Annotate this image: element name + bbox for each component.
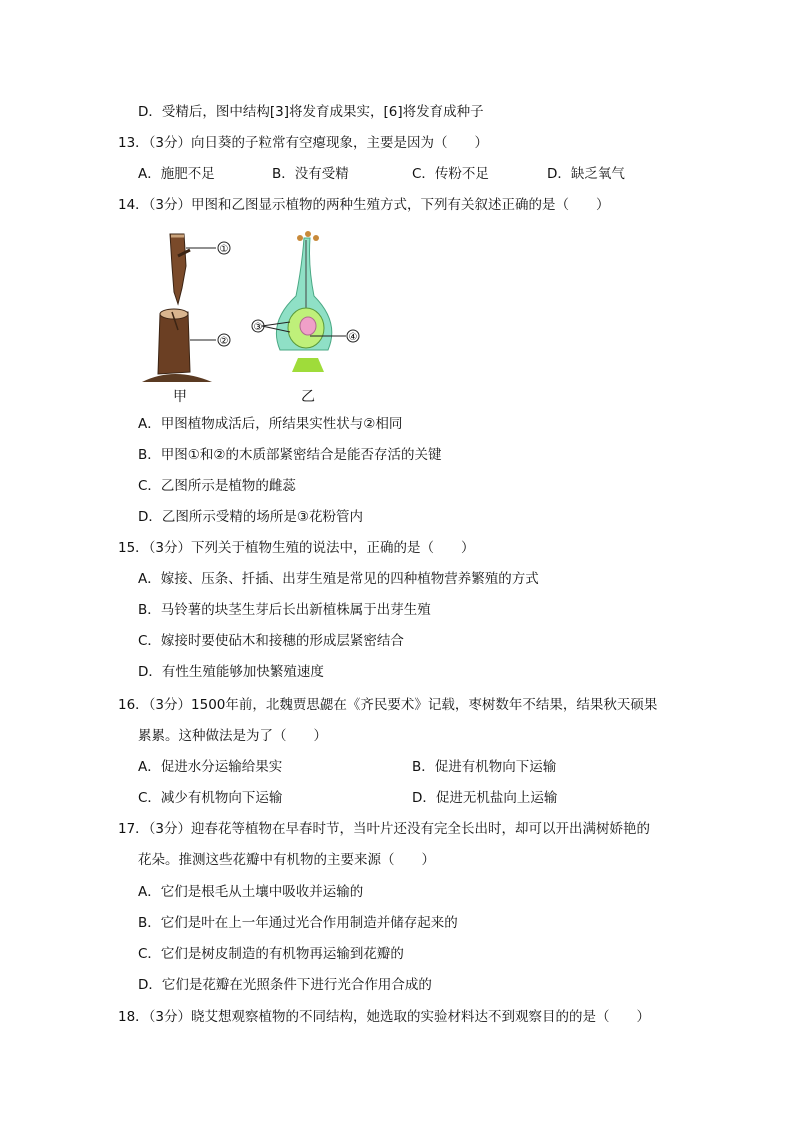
q13-stem: 13．（3分）向日葵的子粒常有空瘪现象，主要是因为（ ）: [118, 135, 489, 151]
scion-illustration: [170, 234, 190, 304]
q13-option-c: C．传粉不足: [412, 166, 489, 182]
marker-2: ②: [219, 336, 229, 347]
marker-4: ④: [348, 332, 358, 343]
q17-option-d: D．它们是花瓣在光照条件下进行光合作用合成的: [138, 977, 432, 993]
q13-option-a: A．施肥不足: [138, 166, 215, 182]
figure-label-jia: 甲: [173, 389, 187, 405]
q17-stem-line1: 17．（3分）迎春花等植物在早春时节，当叶片还没有完全长出时，却可以开出满树娇艳的: [118, 821, 651, 837]
q14-option-b: B．甲图①和②的木质部紧密结合是能否存活的关键: [138, 447, 442, 463]
q16-option-d: D．促进无机盐向上运输: [412, 790, 558, 806]
q16-option-c: C．减少有机物向下运输: [138, 790, 283, 806]
q14-stem: 14．（3分）甲图和乙图显示植物的两种生殖方式，下列有关叙述正确的是（ ）: [118, 197, 610, 213]
stock-illustration: [142, 309, 212, 382]
marker-3: ③: [253, 322, 263, 333]
q14-option-a: A．甲图植物成活后，所结果实性状与②相同: [138, 416, 403, 432]
q14-option-d: D．乙图所示受精的场所是③花粉管内: [138, 509, 363, 525]
q15-stem: 15．（3分）下列关于植物生殖的说法中，正确的是（ ）: [118, 540, 475, 556]
q13-option-b: B．没有受精: [272, 166, 349, 182]
q14-figure: [138, 226, 378, 406]
q16-option-b: B．促进有机物向下运输: [412, 759, 557, 775]
q17-option-b: B．它们是叶在上一年通过光合作用制造并储存起来的: [138, 915, 458, 931]
q14-figure-svg: [138, 226, 378, 406]
figure-label-yi: 乙: [301, 389, 315, 405]
q16-stem-line1: 16．（3分）1500年前，北魏贾思勰在《齐民要术》记载，枣树数年不结果，结果秋天硕果: [118, 697, 658, 713]
q16-option-a: A．促进水分运输给果实: [138, 759, 283, 775]
q12-option-d: D．受精后，图中结构[3]将发育成果实，[6]将发育成种子: [138, 104, 484, 120]
q15-option-c: C．嫁接时要使砧木和接穗的形成层紧密结合: [138, 633, 404, 649]
q14-option-c: C．乙图所示是植物的雌蕊: [138, 478, 296, 494]
q17-stem-line2: 花朵。推测这些花瓣中有机物的主要来源（ ）: [138, 852, 435, 868]
q15-option-a: A．嫁接、压条、扦插、出芽生殖是常见的四种植物营养繁殖的方式: [138, 571, 539, 587]
marker-1: ①: [219, 244, 229, 255]
q17-option-c: C．它们是树皮制造的有机物再运输到花瓣的: [138, 946, 404, 962]
pistil-illustration: [276, 231, 331, 372]
q18-stem: 18．（3分）晓艾想观察植物的不同结构，她选取的实验材料达不到观察目的的是（ ）: [118, 1009, 651, 1025]
q15-option-d: D．有性生殖能够加快繁殖速度: [138, 664, 324, 680]
q16-stem-line2: 累累。这种做法是为了（ ）: [138, 728, 327, 744]
q15-option-b: B．马铃薯的块茎生芽后长出新植株属于出芽生殖: [138, 602, 431, 618]
q17-option-a: A．它们是根毛从土壤中吸收并运输的: [138, 884, 364, 900]
q13-option-d: D．缺乏氧气: [547, 166, 625, 182]
